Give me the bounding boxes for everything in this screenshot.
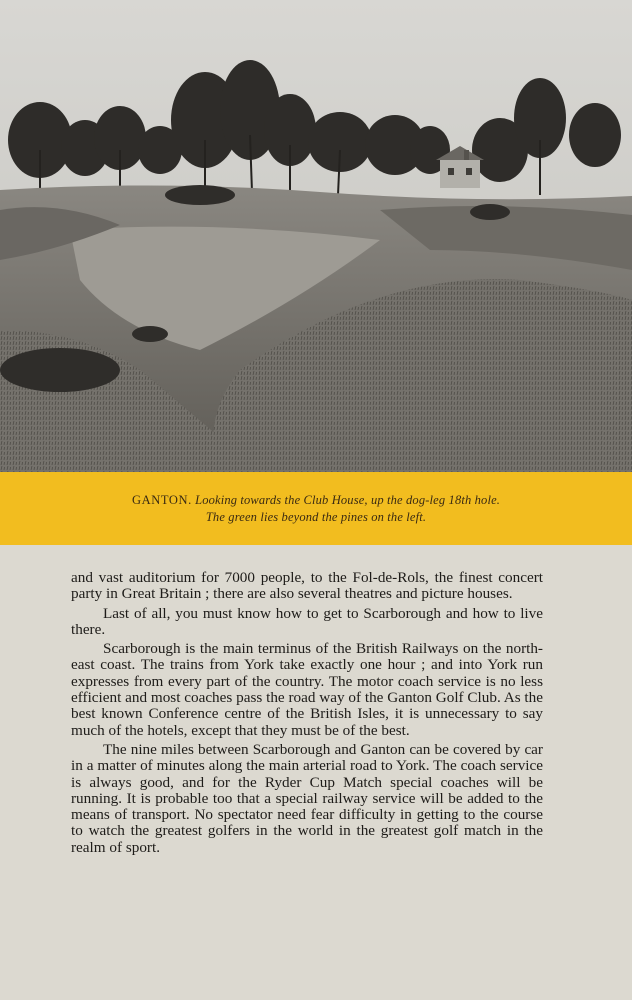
caption-line-1	[132, 492, 500, 509]
caption-text-1: Looking towards the Club House, up the dog-leg 18th hole.	[195, 492, 501, 507]
photo-caption-band	[0, 472, 632, 545]
article-body	[71, 570, 543, 856]
paragraph-2: Last of all, you must know how to get to Scarborough and how to live there.	[71, 604, 543, 638]
caption-place-name: GANTON.	[131, 492, 192, 507]
paragraph-1: and vast auditorium for 7000 people, to the Fol-de-Rols, the finest concert party in Great Britain ; there are also several theatres and picture houses.	[71, 569, 543, 603]
paragraph-3: Scarborough is the main terminus of the British Railways on the north-east coast. The trains from York take exactly one hour ; and into York run expresses from every part of the country. The motor coach service is no less efficient and most coaches pass the road way of the Ganton Golf Club. As the best known Conference centre of the British Isles, it is unnecessary to say much of the hotels, except that they must be of the best.	[71, 640, 543, 739]
paragraph-4: The nine miles between Scarborough and Ganton can be covered by car in a matter of minutes along the main arterial road to York. The coach service is always good, and for the Ryder Cup Match special coaches will be running. It is probable too that a special railway service will be added to the means of transport. No spectator need fear difficulty in getting to the course to watch the greatest golfers in the world in the greatest golf match in the realm of sport.	[71, 740, 543, 856]
caption-line-2: The green lies beyond the pines on the left.	[205, 509, 427, 524]
golf-course-photo	[0, 0, 632, 472]
